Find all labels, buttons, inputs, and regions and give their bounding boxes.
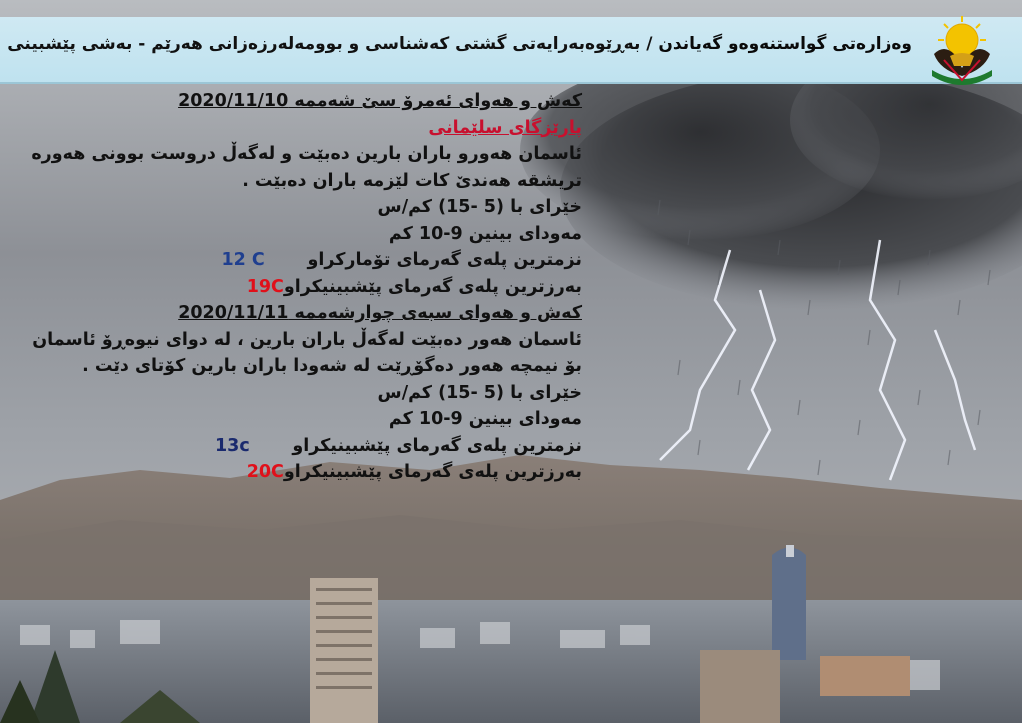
day2-min-label: نزمترین پلەی گەرمای پێشبینیکراو bbox=[292, 435, 582, 456]
day2-description: ئاسمان هەور دەبێت لەگەڵ باران بارین ، لە دوای نیوەڕۆ ئاسمان بۆ نیمچە هەور دەگۆڕێت لە شەودا باران بارین کۆتای دێت . bbox=[32, 329, 582, 376]
ministry-name: وەزارەتی گواستنەوەو گەیاندن bbox=[658, 34, 912, 54]
day2-min-value: 13c bbox=[214, 435, 250, 456]
day1-min-value: 12 C bbox=[221, 250, 265, 270]
day2-visibility: مەودای بینین 9-10 کم bbox=[388, 409, 582, 429]
day1-region: پارێزگای سلێمانی bbox=[428, 117, 582, 138]
day1-description: ئاسمان هەورو باران بارین دەبێت و لەگەڵ دروست بوونی هەورە تریشقە هەندێ کات لێزمە باران دەبێت . bbox=[31, 144, 582, 191]
day2-wind: خێرای با (5 -15) کم/س bbox=[377, 382, 582, 403]
kurdistan-emblem-logo bbox=[914, 10, 1010, 92]
day2-title: کەش و هەوای سبەی چوارشەممە 2020/11/11 bbox=[178, 303, 582, 323]
day2-max-temp-row bbox=[22, 459, 582, 486]
day1-visibility: مەودای بینین 9-10 کم bbox=[388, 223, 582, 244]
day2-max-value: 20C bbox=[246, 462, 284, 482]
day2-min-temp-row bbox=[22, 433, 582, 460]
forecast-content bbox=[22, 88, 582, 486]
day1-min-temp-row bbox=[22, 247, 582, 274]
day1-max-label: بەرزترین پلەی گەرمای پێشبینیکراو bbox=[283, 276, 582, 297]
day1-wind: خێرای با (5 -15) کم/س bbox=[377, 197, 582, 217]
day1-min-label: نزمترین پلەی گەرمای تۆمارکراو bbox=[307, 250, 582, 270]
day2-max-label: بەرزترین پلەی گەرمای پێشبینیکراو bbox=[283, 462, 582, 482]
day1-max-value: 19C bbox=[246, 276, 284, 297]
department-name: / بەڕێوەبەرایەتی گشتی کەشناسی و بوومەلەرزەزانی هەرێم - بەشی پێشبینی bbox=[7, 34, 659, 54]
header-title bbox=[7, 34, 912, 54]
day1-title: کەش و هەوای ئەمرۆ سێ شەممە 2020/11/10 bbox=[178, 91, 582, 111]
day1-max-temp-row bbox=[22, 274, 582, 301]
